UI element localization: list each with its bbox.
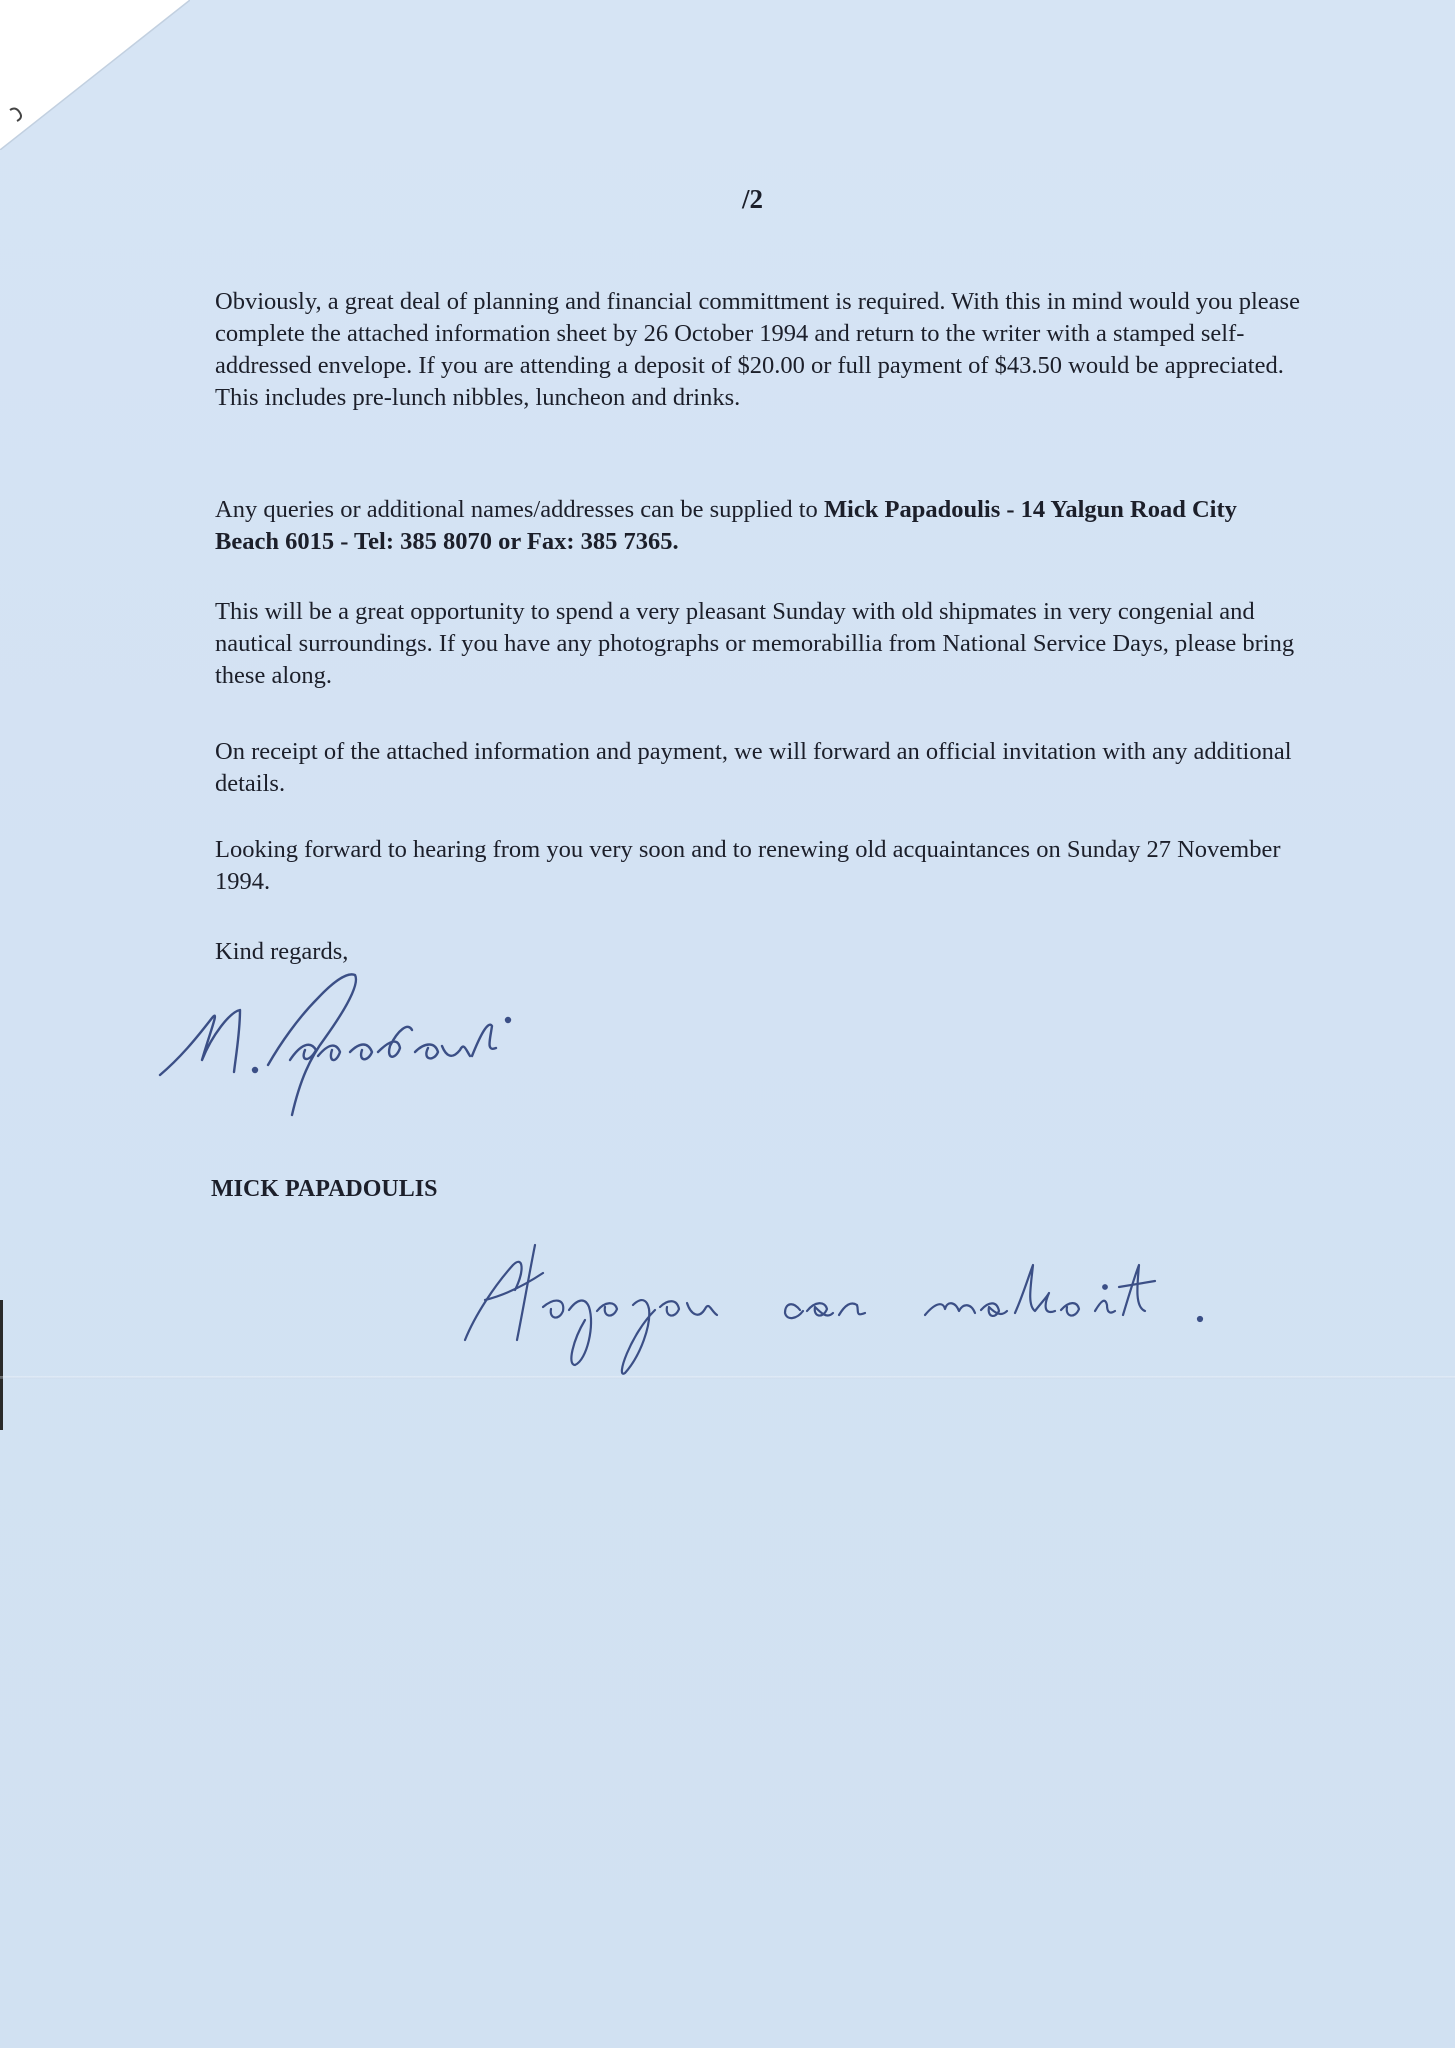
left-edge-shadow	[0, 1300, 3, 1430]
closing-line: Kind regards,	[215, 938, 349, 965]
paper-fold-line	[0, 1376, 1455, 1379]
paragraph-opportunity: This will be a great opportunity to spend a very pleasant Sunday with old shipmates in very congenial and nautical surroundings. If you have any photographs or memorabillia from National Service Days, please bring these along.	[215, 598, 1295, 689]
handwritten-signature	[150, 940, 630, 1130]
paragraph-queries	[215, 494, 1305, 558]
queries-intro: Any queries or additional names/addresses can be supplied to	[215, 496, 824, 523]
handwritten-note	[455, 1215, 1275, 1375]
folded-corner	[0, 0, 190, 150]
page-number: /2	[742, 184, 764, 214]
paragraph-invitation: On receipt of the attached information and payment, we will forward an official invitation with any additional details.	[215, 738, 1292, 797]
paragraph-planning: Obviously, a great deal of planning and financial committment is required. With this in mind would you please complete the attached information sheet by 26 October 1994 and return to the writer with a stamped self-addressed envelope. If you are attending a deposit of $20.00 or full payment of $43.50 would be appreciated. This includes pre-lunch nibbles, luncheon and drinks.	[215, 288, 1300, 411]
contact-details: Mick Papadoulis - 14 Yalgun Road City Beach 6015 - Tel: 385 8070 or Fax: 385 7365.	[215, 496, 1237, 555]
signer-name: MICK PAPADOULIS	[211, 1176, 438, 1202]
paragraph-looking-forward: Looking forward to hearing from you very soon and to renewing old acquaintances on Sunday 27 November 1994.	[215, 836, 1281, 895]
